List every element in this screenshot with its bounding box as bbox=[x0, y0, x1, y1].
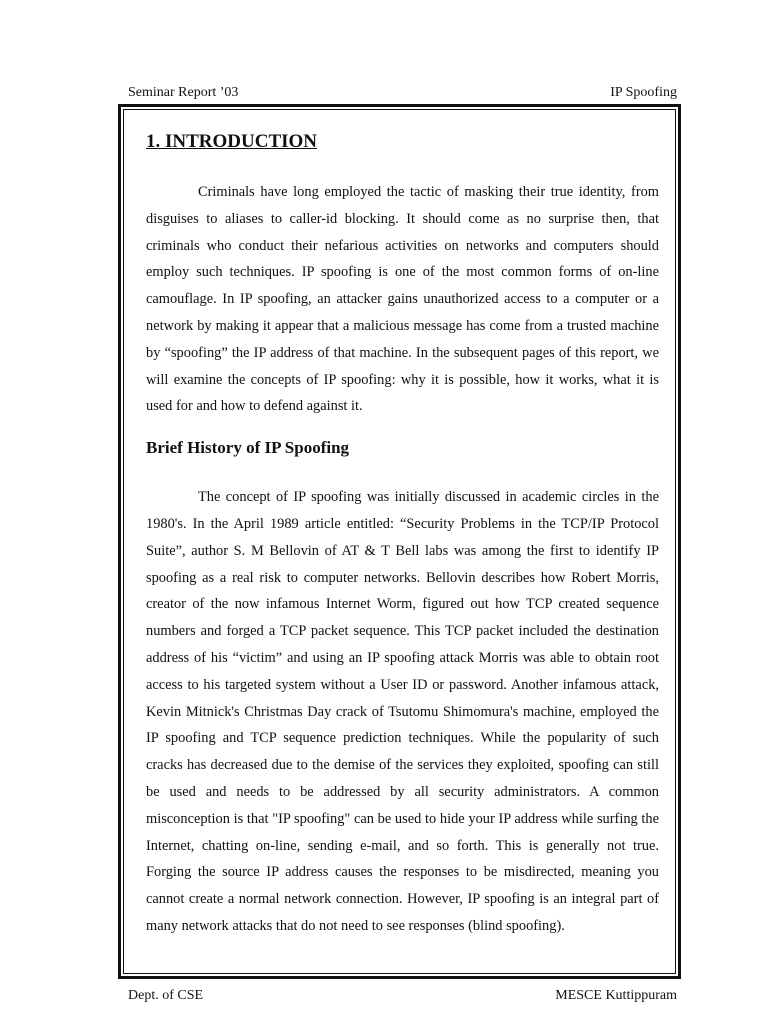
footer-department: Dept. of CSE bbox=[128, 988, 204, 1003]
header-report-title: Seminar Report ’03 bbox=[128, 85, 239, 100]
intro-paragraph: Criminals have long employed the tactic of masking their true identity, from disguises to aliases to caller-id blocking. It should come as no surprise then, that criminals who conduct their nefarious activities on networks and computers should employ such techniques. IP spoofing is one of the most common forms of on-line camouflage. In IP spoofing, an attacker gains unauthorized access to a computer or a network by making it appear that a malicious message has come from a trusted machine by “spoofing” the IP address of that machine. In the subsequent pages of this report, we will examine the concepts of IP spoofing: why it is possible, how it works, what it is used for and how to defend against it. bbox=[146, 184, 659, 415]
history-heading: Brief History of IP Spoofing bbox=[146, 438, 350, 458]
footer-institution: MESCE Kuttippuram bbox=[555, 988, 677, 1003]
header-topic: IP Spoofing bbox=[610, 85, 677, 100]
history-paragraph: The concept of IP spoofing was initially discussed in academic circles in the 1980's. In the April 1989 article entitled: “Security Problems in the TCP/IP Protocol Suite”, author S. M Bellovin of AT & T Bell labs was among the first to identify IP spoofing as a real risk to computer networks. Bellovin describes how Robert Morris, creator of the now infamous Internet Worm, figured out how TCP created sequence numbers and forged a TCP packet sequence. This TCP packet included the destination address of his “victim” and using an IP spoofing attack Morris was able to obtain root access to his targeted system without a User ID or password. Another infamous attack, Kevin Mitnick's Christmas Day crack of Tsutomu Shimomura's machine, employed the IP spoofing and TCP sequence prediction techniques. While the popularity of such cracks has decreased due to the demise of the services they exploited, spoofing can still be used and needs to be addressed by all security administrators. A common misconception is that "IP spoofing" can be used to hide your IP address while surfing the Internet, chatting on-line, sending e-mail, and so forth. This is generally not true. Forging the source IP address causes the responses to be misdirected, meaning you cannot create a normal network connection. However, IP spoofing is an integral part of many network attacks that do not need to see responses (blind spoofing). bbox=[146, 489, 659, 934]
page-content bbox=[146, 128, 659, 940]
section-title: 1. INTRODUCTION bbox=[146, 131, 318, 152]
